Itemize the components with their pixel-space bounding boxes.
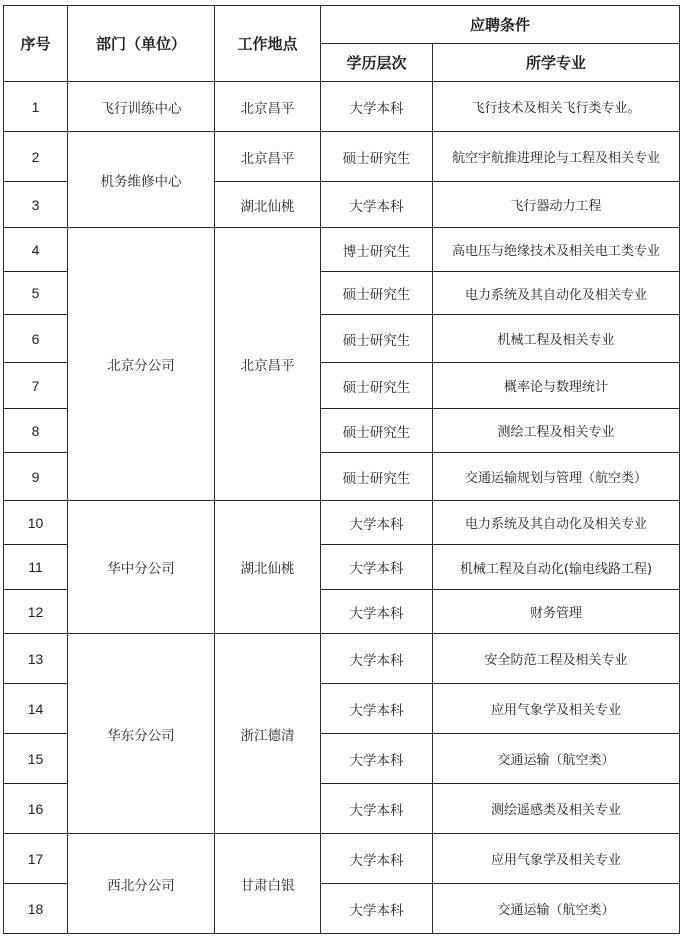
cell-seq: 5 (4, 272, 68, 315)
cell-education: 大学本科 (321, 684, 433, 734)
cell-dept: 机务维修中心 (68, 132, 215, 228)
cell-major: 财务管理 (433, 590, 680, 634)
cell-major: 高电压与绝缘技术及相关电工类专业 (433, 228, 680, 272)
cell-education: 大学本科 (321, 784, 433, 834)
cell-major: 机械工程及自动化(输电线路工程) (433, 545, 680, 590)
cell-education: 硕士研究生 (321, 315, 433, 363)
cell-dept: 飞行训练中心 (68, 82, 215, 132)
cell-dept: 华中分公司 (68, 501, 215, 634)
cell-location: 湖北仙桃 (215, 501, 321, 634)
header-requirements: 应聘条件 (321, 6, 680, 44)
table-row (4, 834, 680, 884)
header-seq: 序号 (4, 6, 68, 82)
cell-major: 飞行技术及相关飞行类专业。 (433, 82, 680, 132)
cell-seq: 13 (4, 634, 68, 684)
cell-education: 大学本科 (321, 590, 433, 634)
cell-seq: 8 (4, 409, 68, 453)
header-education: 学历层次 (321, 44, 433, 82)
cell-education: 博士研究生 (321, 228, 433, 272)
cell-education: 大学本科 (321, 884, 433, 934)
cell-dept: 北京分公司 (68, 228, 215, 501)
cell-seq: 4 (4, 228, 68, 272)
cell-major: 飞行器动力工程 (433, 182, 680, 228)
cell-education: 大学本科 (321, 182, 433, 228)
cell-education: 硕士研究生 (321, 409, 433, 453)
cell-location: 甘肃白银 (215, 834, 321, 934)
cell-seq: 16 (4, 784, 68, 834)
header-location: 工作地点 (215, 6, 321, 82)
header-major: 所学专业 (433, 44, 680, 82)
table-row (4, 228, 680, 272)
cell-major: 航空宇航推进理论与工程及相关专业 (433, 132, 680, 182)
table-row (4, 501, 680, 545)
cell-seq: 17 (4, 834, 68, 884)
cell-major: 交通运输（航空类） (433, 734, 680, 784)
cell-major: 应用气象学及相关专业 (433, 684, 680, 734)
recruitment-table (3, 5, 680, 934)
cell-location: 北京昌平 (215, 132, 321, 182)
cell-education: 大学本科 (321, 82, 433, 132)
cell-seq: 2 (4, 132, 68, 182)
cell-seq: 6 (4, 315, 68, 363)
cell-education: 硕士研究生 (321, 272, 433, 315)
cell-education: 硕士研究生 (321, 132, 433, 182)
cell-seq: 15 (4, 734, 68, 784)
cell-major: 电力系统及其自动化及相关专业 (433, 501, 680, 545)
cell-major: 测绘遥感类及相关专业 (433, 784, 680, 834)
cell-location: 北京昌平 (215, 228, 321, 501)
cell-seq: 7 (4, 363, 68, 409)
cell-seq: 14 (4, 684, 68, 734)
cell-education: 大学本科 (321, 545, 433, 590)
cell-major: 测绘工程及相关专业 (433, 409, 680, 453)
cell-education: 硕士研究生 (321, 453, 433, 501)
cell-major: 电力系统及其自动化及相关专业 (433, 272, 680, 315)
cell-major: 应用气象学及相关专业 (433, 834, 680, 884)
cell-seq: 9 (4, 453, 68, 501)
cell-seq: 11 (4, 545, 68, 590)
cell-dept: 西北分公司 (68, 834, 215, 934)
cell-seq: 12 (4, 590, 68, 634)
cell-education: 大学本科 (321, 501, 433, 545)
cell-seq: 18 (4, 884, 68, 934)
cell-location: 湖北仙桃 (215, 182, 321, 228)
table-row (4, 634, 680, 684)
cell-seq: 1 (4, 82, 68, 132)
table-row (4, 82, 680, 132)
cell-seq: 3 (4, 182, 68, 228)
cell-major: 机械工程及相关专业 (433, 315, 680, 363)
cell-education: 大学本科 (321, 734, 433, 784)
table-row (4, 132, 680, 182)
cell-dept: 华东分公司 (68, 634, 215, 834)
cell-major: 安全防范工程及相关专业 (433, 634, 680, 684)
header-dept: 部门（单位） (68, 6, 215, 82)
cell-location: 浙江德清 (215, 634, 321, 834)
cell-seq: 10 (4, 501, 68, 545)
cell-location: 北京昌平 (215, 82, 321, 132)
cell-education: 大学本科 (321, 634, 433, 684)
cell-major: 交通运输（航空类） (433, 884, 680, 934)
cell-education: 硕士研究生 (321, 363, 433, 409)
cell-education: 大学本科 (321, 834, 433, 884)
cell-major: 概率论与数理统计 (433, 363, 680, 409)
cell-major: 交通运输规划与管理（航空类） (433, 453, 680, 501)
